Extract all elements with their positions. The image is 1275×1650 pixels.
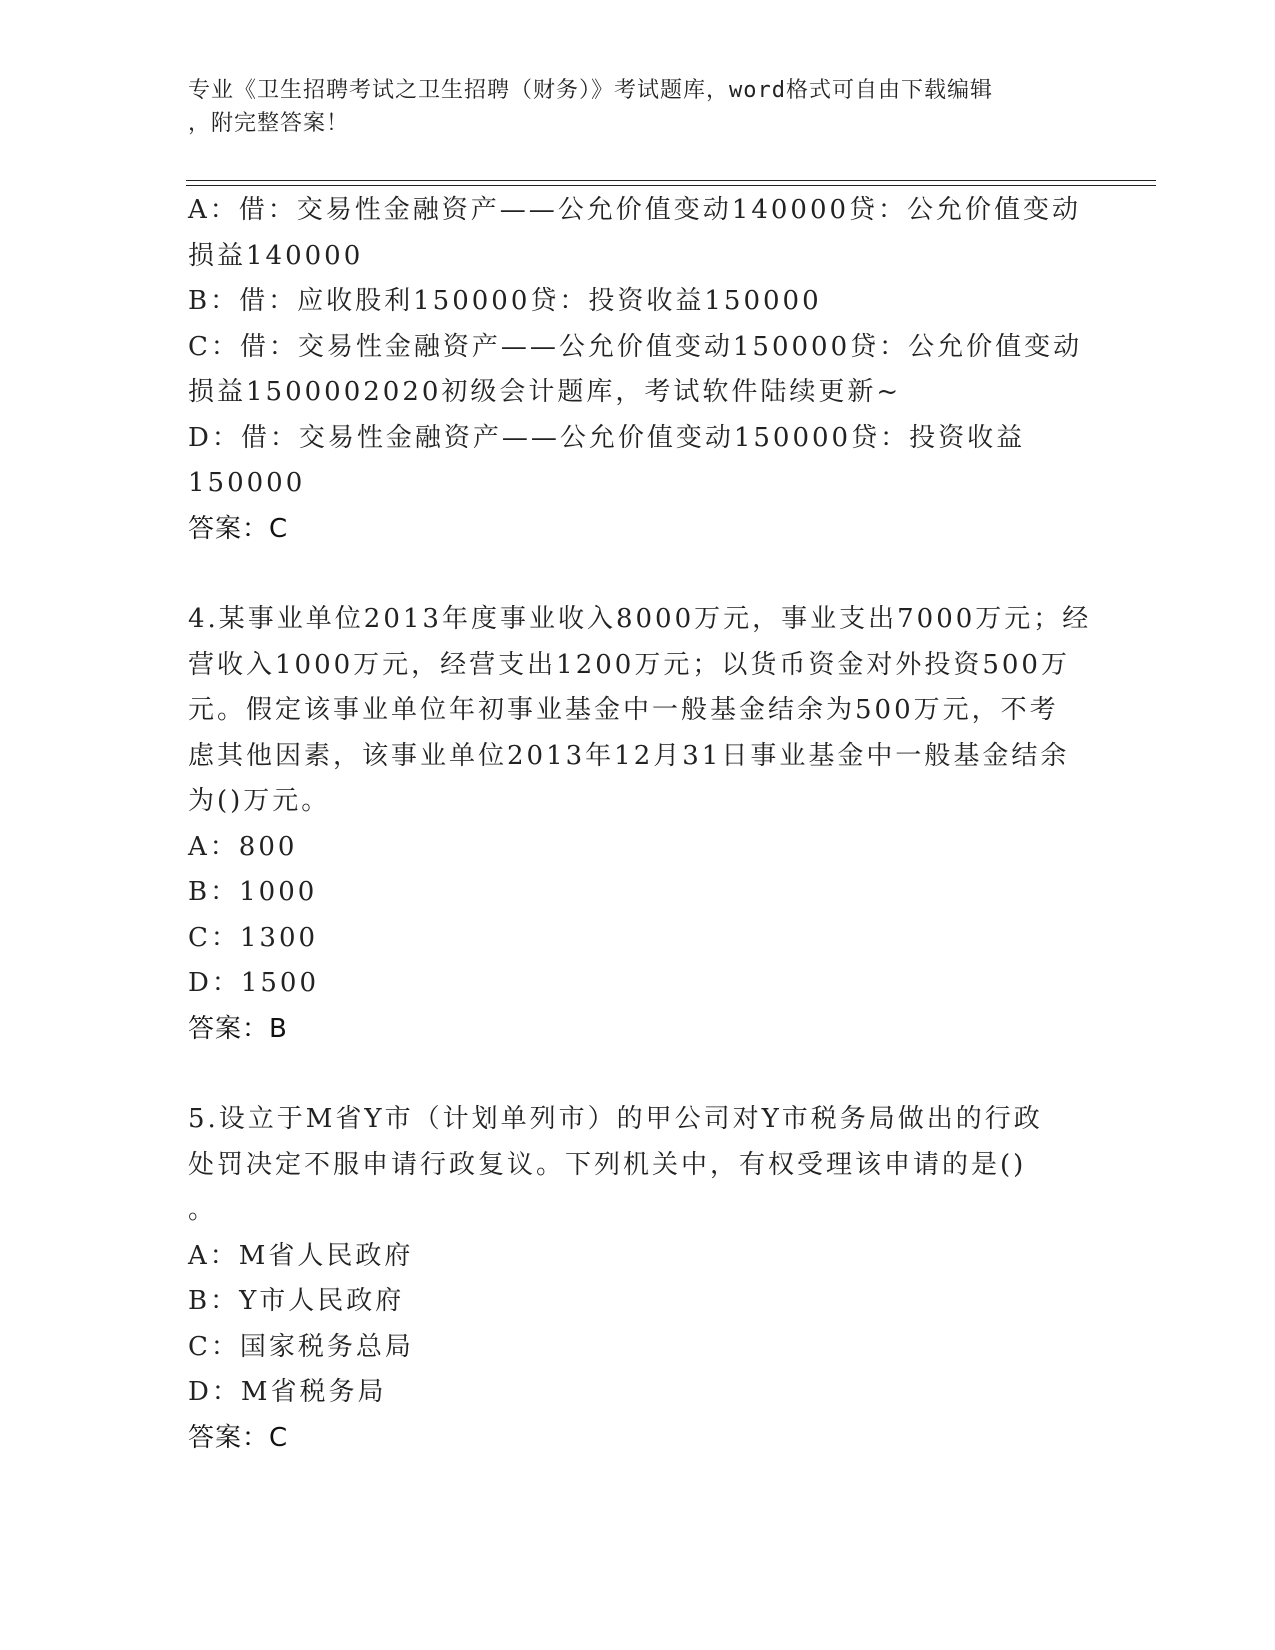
q3-option-d-cont: 150000 bbox=[188, 468, 306, 498]
q5-stem-line-1: 5.设立于M省Y市（计划单列市）的甲公司对Y市税务局做出的行政 bbox=[188, 1104, 1043, 1134]
q5-stem-line-3: 。 bbox=[188, 1195, 218, 1225]
header-divider-top bbox=[186, 180, 1156, 181]
q5-option-b: B：Y市人民政府 bbox=[188, 1286, 405, 1316]
q4-stem-line-4: 虑其他因素，该事业单位2013年12月31日事业基金中一般基金结余 bbox=[188, 740, 1070, 771]
q3-option-c: C：借：交易性金融资产——公允价值变动150000贷：公允价值变动 bbox=[188, 331, 1083, 362]
spacer bbox=[188, 552, 1078, 597]
q5-answer: 答案：C bbox=[188, 1422, 289, 1453]
spacer bbox=[188, 1052, 1078, 1097]
q4-option-c: C：1300 bbox=[188, 922, 319, 953]
q4-answer: 答案：B bbox=[188, 1013, 288, 1044]
q3-option-a: A：借：交易性金融资产——公允价值变动140000贷：公允价值变动 bbox=[188, 195, 1082, 225]
question-5-block bbox=[188, 1097, 1078, 1461]
q5-option-c: C：国家税务总局 bbox=[188, 1331, 414, 1362]
header-title-line-1: 专业《卫生招聘考试之卫生招聘（财务）》考试题库，word格式可自由下载编辑 bbox=[188, 78, 993, 103]
q4-option-d: D：1500 bbox=[188, 968, 320, 998]
q3-option-c-cont: 损益1500002020初级会计题库，考试软件陆续更新~ bbox=[188, 377, 902, 407]
q4-stem-line-1: 4.某事业单位2013年度事业收入8000万元，事业支出7000万元；经 bbox=[188, 604, 1092, 634]
question-3-block bbox=[188, 188, 1083, 552]
q5-option-a: A：M省人民政府 bbox=[188, 1240, 414, 1271]
question-content bbox=[188, 188, 1092, 1461]
q3-answer: 答案：C bbox=[188, 513, 289, 544]
q4-stem-line-5: 为()万元。 bbox=[188, 786, 331, 816]
header-divider-bottom bbox=[186, 185, 1156, 186]
q4-stem-line-2: 营收入1000万元，经营支出1200万元；以货币资金对外投资500万 bbox=[188, 649, 1070, 680]
question-4-block bbox=[188, 597, 1092, 1052]
q3-option-b: B：借：应收股利150000贷：投资收益150000 bbox=[188, 286, 822, 316]
document-header bbox=[188, 74, 1078, 140]
q5-option-d: D：M省税务局 bbox=[188, 1377, 387, 1407]
q3-option-d: D：借：交易性金融资产——公允价值变动150000贷：投资收益 bbox=[188, 422, 1026, 453]
q5-stem-line-2: 处罚决定不服申请行政复议。下列机关中，有权受理该申请的是() bbox=[188, 1149, 1027, 1180]
q4-option-a: A：800 bbox=[188, 831, 298, 862]
q4-stem-line-3: 元。假定该事业单位年初事业基金中一般基金结余为500万元，不考 bbox=[188, 695, 1059, 725]
header-title-line-2: ，附完整答案！ bbox=[188, 111, 350, 136]
q3-option-a-cont: 损益140000 bbox=[188, 240, 364, 271]
q4-option-b: B：1000 bbox=[188, 877, 318, 907]
